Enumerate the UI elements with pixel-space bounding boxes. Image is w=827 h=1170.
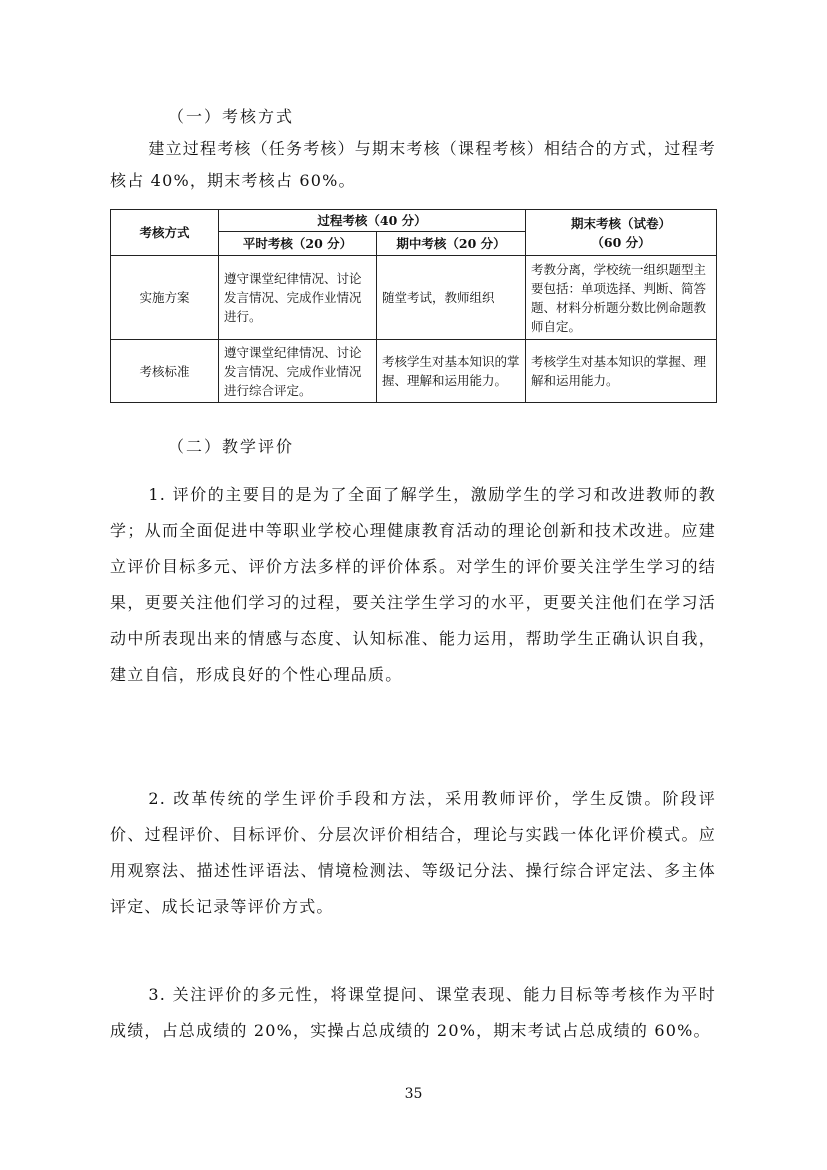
cell-midterm-implementation: 随堂考试，教师组织	[377, 256, 526, 340]
header-midterm-assessment: 期中考核（20 分）	[377, 232, 526, 256]
header-final-line2: （60 分）	[591, 234, 651, 250]
cell-final-implementation: 考教分离，学校统一组织题型主要包括：单项选择、判断、简答题、材料分析题分数比例命题教师自定。	[526, 256, 717, 340]
section-heading-assessment-method: （一）考核方式	[168, 107, 295, 126]
table-row	[111, 256, 717, 340]
assessment-intro-paragraph: 建立过程考核（任务考核）与期末考核（课程考核）相结合的方式，过程考核占 40%，期末考核占 60%。	[110, 139, 716, 190]
header-method: 考核方式	[111, 210, 219, 256]
row-label-standard: 考核标准	[111, 340, 219, 403]
assessment-table	[110, 209, 717, 403]
cell-final-standard: 考核学生对基本知识的掌握、理解和运用能力。	[526, 340, 717, 403]
header-final-line1: 期末考核（试卷）	[570, 215, 671, 231]
cell-regular-implementation: 遵守课堂纪律情况、讨论发言情况、完成作业情况进行。	[219, 256, 377, 340]
page-number: 35	[404, 1086, 423, 1102]
table-row	[111, 340, 717, 403]
row-label-implementation: 实施方案	[111, 256, 219, 340]
header-regular-assessment: 平时考核（20 分）	[219, 232, 377, 256]
header-process-assessment: 过程考核（40 分）	[219, 210, 526, 232]
header-final-assessment	[526, 210, 717, 256]
evaluation-paragraph-1: 1. 评价的主要目的是为了全面了解学生，激励学生的学习和改进教师的教学；从而全面促进中等职业学校心理健康教育活动的理论创新和技术改进。应建立评价目标多元、评价方法多样的评价体系。对学生的评价要关注学生学习的结果，更要关注他们学习的过程，要关注学生学习的水平，更要关注他们在学习活动中所表现出来的情感与态度、认知标准、能力运用，帮助学生正确认识自我，建立自信，形成良好的个性心理品质。	[110, 485, 716, 684]
cell-midterm-standard: 考核学生对基本知识的掌握、理解和运用能力。	[377, 340, 526, 403]
evaluation-paragraph-3: 3. 关注评价的多元性，将课堂提问、课堂表现、能力目标等考核作为平时成绩，占总成绩的 20%，实操占总成绩的 20%，期末考试占总成绩的 60%。	[110, 985, 716, 1040]
table-header-row	[111, 210, 717, 232]
section-heading-teaching-evaluation: （二）教学评价	[168, 437, 295, 456]
cell-regular-standard: 遵守课堂纪律情况、讨论发言情况、完成作业情况进行综合评定。	[219, 340, 377, 403]
evaluation-paragraph-2: 2. 改革传统的学生评价手段和方法，采用教师评价，学生反馈。阶段评价、过程评价、目标评价、分层次评价相结合，理论与实践一体化评价模式。应用观察法、描述性评语法、情境检测法、等级记分法、操行综合评定法、多主体评定、成长记录等评价方式。	[110, 789, 716, 916]
